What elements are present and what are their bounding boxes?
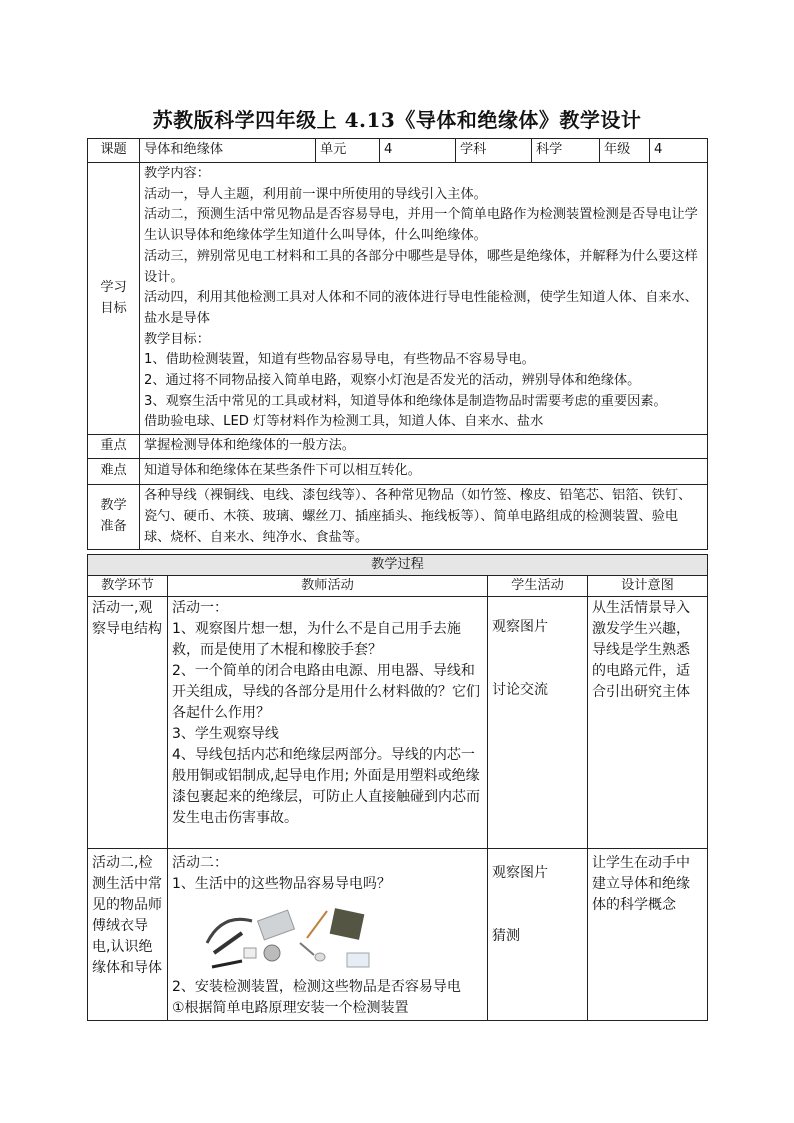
topic-value: 导体和绝缘体 xyxy=(140,139,316,163)
difficulty-row xyxy=(88,459,708,485)
goals-row xyxy=(88,163,708,435)
foil-icon xyxy=(258,910,295,940)
objects-photo xyxy=(202,903,457,971)
student-cell xyxy=(488,597,588,849)
nail-icon xyxy=(300,943,314,955)
teacher-line: 3、学生观察导线 xyxy=(172,726,279,742)
process-section-title: 教学过程 xyxy=(88,555,708,576)
column-header: 设计意图 xyxy=(588,576,708,597)
goals-line: 活动四，利用其他检测工具对人体和不同的液体进行导电性能检测，使学生知道人体、自来水、盐水是导体 xyxy=(144,290,698,326)
student-line: 观察图片 xyxy=(492,865,548,881)
objects-image xyxy=(172,895,483,977)
eraser-icon xyxy=(244,948,256,958)
teacher-line: ①根据简单电路原理安装一个检测装置 xyxy=(172,1000,409,1016)
spoon-icon xyxy=(315,953,325,961)
glass-icon xyxy=(347,953,369,967)
goals-line: 3、观察生活中常见的工具或材料，知道导体和绝缘体是制造物品时需要考虑的重要因素。 xyxy=(144,393,667,409)
goals-line: 活动三，辨别常见电工材料和工具的各部分中哪些是导体，哪些是绝缘体，并解释为什么要这样设计。 xyxy=(144,248,698,285)
goals-line: 教学目标： xyxy=(144,331,210,347)
column-header: 教学环节 xyxy=(88,576,168,597)
subject-label: 学科 xyxy=(456,139,532,163)
teacher-cell xyxy=(168,597,488,849)
unit-value: 4 xyxy=(380,139,456,163)
key-point-value: 掌握检测导体和绝缘体的一般方法。 xyxy=(140,435,708,459)
column-header: 教师活动 xyxy=(168,576,488,597)
goals-label: 学习目标 xyxy=(88,163,140,435)
intent-cell: 从生活情景导入激发学生兴趣，导线是学生熟悉的电路元件，适合引出研究主体 xyxy=(588,597,708,849)
header-row xyxy=(88,139,708,163)
stage-cell: 活动二,检测生活中常见的物品师傅绒衣导电,认识绝缘体和导体 xyxy=(88,849,168,1021)
goals-line: 1、借助检测装置，知道有些物品容易导电，有些物品不容易导电。 xyxy=(144,352,535,368)
coin-icon xyxy=(264,945,280,961)
teacher-line: 活动一： xyxy=(172,600,228,616)
goals-content xyxy=(140,163,708,435)
teacher-line: 活动二： xyxy=(172,855,228,871)
student-line: 讨论交流 xyxy=(492,682,548,698)
info-table xyxy=(87,138,708,550)
unit-label: 单元 xyxy=(316,139,380,163)
goals-line: 教学内容： xyxy=(144,166,210,181)
preparation-value: 各种导线（裸铜线、电线、漆包线等）、各种常见物品（如竹签、橡皮、铅笔芯、铝箔、铁钉、瓷勺、硬币、木筷、玻璃、螺丝刀、插座插头、拖线板等）、简单电路组成的检测装置、验电球、烧杯、自来水、纯净水、食盐等。 xyxy=(140,485,708,550)
goals-line: 活动二，预测生活中常见物品是否容易导电，并用一个简单电路作为检测装置检测是否导电让学生认识导体和绝缘体学生知道什么叫导体，什么叫绝缘体。 xyxy=(144,207,698,244)
column-header: 学生活动 xyxy=(488,576,588,597)
teacher-line: 4、导线包括内芯和绝缘层两部分。导线的内芯一般用铜或铝制成,起导电作用; 外面是用塑料或绝缘漆包裹起来的绝缘层，可防止人直接触碰到内芯而发生电击伤害事故。 xyxy=(172,747,480,826)
key-point-row xyxy=(88,435,708,459)
key-point-label: 重点 xyxy=(88,435,140,459)
student-line: 猜测 xyxy=(492,928,520,944)
teacher-cell xyxy=(168,849,488,1021)
teacher-line: 2、一个简单的闭合电路由电源、用电器、导线和开关组成，导线的各部分是用什么材料做的？它们各起什么作用？ xyxy=(172,663,480,721)
intent-cell: 让学生在动手中建立导体和绝缘体的科学概念 xyxy=(588,849,708,1021)
teacher-line: 1、观察图片想一想，为什么不是自己用手去施救，而是使用了木棍和橡胶手套？ xyxy=(172,621,461,658)
goals-line: 活动一，导人主题，利用前一课中所使用的导线引入主体。 xyxy=(144,186,487,202)
goals-line: 2、通过将不同物品接入简单电路，观察小灯泡是否发光的活动，辨别导体和绝缘体。 xyxy=(144,373,641,389)
table-row xyxy=(88,597,708,849)
preparation-label: 教学准备 xyxy=(88,485,140,550)
grade-value: 4 xyxy=(650,139,708,163)
stage-cell: 活动一,观察导电结构 xyxy=(88,597,168,849)
teacher-line: 2、安装检测装置，检测这些物品是否容易导电 xyxy=(172,979,461,995)
student-cell xyxy=(488,849,588,1021)
subject-value: 科学 xyxy=(532,139,600,163)
process-section-row xyxy=(88,555,708,576)
goals-line: 借助验电球、LED 灯等材料作为检测工具，知道人体、自来水、盐水 xyxy=(144,414,544,430)
difficulty-value: 知道导体和绝缘体在某些条件下可以相互转化。 xyxy=(140,459,708,485)
process-column-headers xyxy=(88,576,708,597)
difficulty-label: 难点 xyxy=(88,459,140,485)
page-title: 苏教版科学四年级上 4.13《导体和绝缘体》教学设计 xyxy=(152,108,642,132)
teacher-line: 1、生活中的这些物品容易导电吗？ xyxy=(172,876,391,892)
grade-label: 年级 xyxy=(600,139,650,163)
bamboo-stick-icon xyxy=(307,911,327,938)
student-line: 观察图片 xyxy=(492,619,548,635)
table-row xyxy=(88,849,708,1021)
preparation-row xyxy=(88,485,708,550)
topic-label: 课题 xyxy=(88,139,140,163)
screwdriver-icon xyxy=(330,908,365,940)
process-table xyxy=(87,554,708,1021)
